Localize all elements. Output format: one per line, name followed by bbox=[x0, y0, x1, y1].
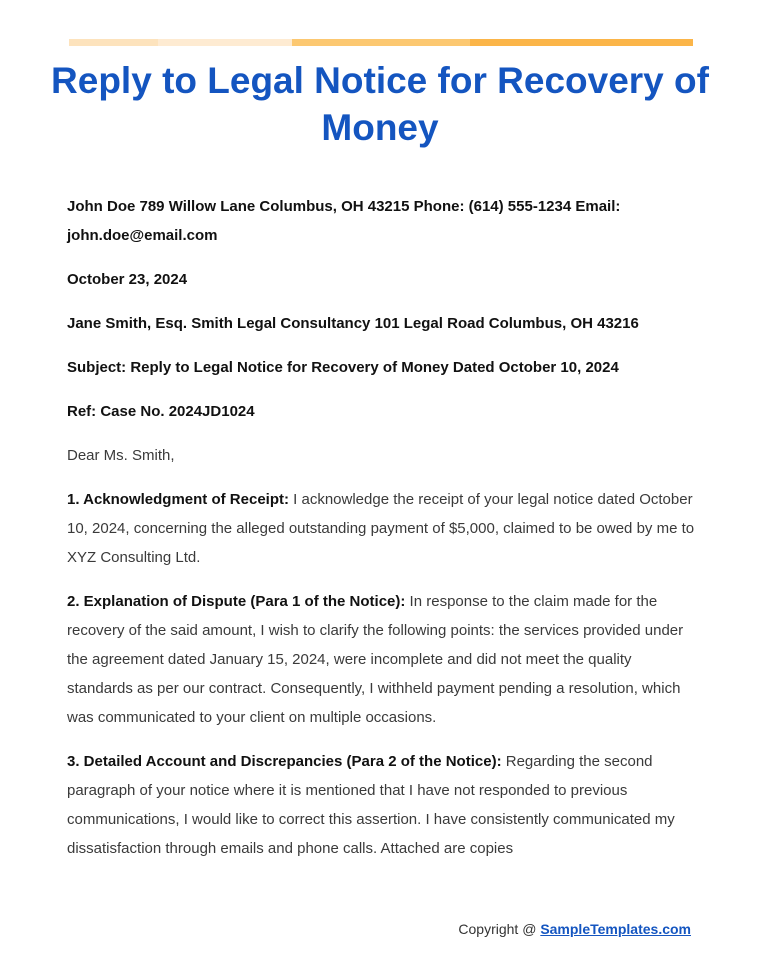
copyright-text: Copyright @ bbox=[458, 921, 541, 937]
recipient-block: Jane Smith, Esq. Smith Legal Consultancy 101 Legal Road Columbus, OH 43216 bbox=[67, 315, 639, 332]
document-title: Reply to Legal Notice for Recovery of Money bbox=[51, 60, 709, 148]
sampletemplates-link[interactable]: SampleTemplates.com bbox=[540, 921, 691, 937]
accent-bar-segment bbox=[158, 39, 292, 46]
paragraph-text: Regarding the second paragraph of your notice where it is mentioned that I have not responded to previous communications, I would like to correct this assertion. I have consistently communicated my dissatisfaction through emails and phone calls. Attached are copies bbox=[67, 753, 675, 857]
paragraph-acknowledgment bbox=[67, 485, 697, 572]
paragraph-text: In response to the claim made for the recovery of the said amount, I wish to clarify the following points: the services provided under the agreement dated January 15, 2024, were incomplete and did not meet the quality standards as per our contract. Consequently, I withheld payment pending a resolution, which was communicated to your client on multiple occasions. bbox=[67, 593, 684, 726]
paragraph-heading: 3. Detailed Account and Discrepancies (Para 2 of the Notice): bbox=[67, 753, 502, 770]
paragraph-discrepancies bbox=[67, 747, 697, 863]
paragraph-heading: 2. Explanation of Dispute (Para 1 of the Notice): bbox=[67, 593, 406, 610]
paragraph-dispute bbox=[67, 587, 697, 732]
sender-block: John Doe 789 Willow Lane Columbus, OH 43215 Phone: (614) 555-1234 Email: john.doe@email.com bbox=[67, 198, 621, 244]
letter-subject: Subject: Reply to Legal Notice for Recovery of Money Dated October 10, 2024 bbox=[67, 359, 619, 376]
accent-bar-segment bbox=[69, 39, 158, 46]
paragraph-text: I acknowledge the receipt of your legal notice dated October 10, 2024, concerning the alleged outstanding payment of $5,000, claimed to be owed by me to XYZ Consulting Ltd. bbox=[67, 491, 695, 566]
copyright-footer bbox=[458, 921, 691, 937]
accent-bar-segment bbox=[292, 39, 470, 46]
decorative-accent-bar bbox=[69, 39, 693, 46]
accent-bar-segment bbox=[470, 39, 693, 46]
salutation: Dear Ms. Smith, bbox=[67, 447, 175, 464]
case-reference: Ref: Case No. 2024JD1024 bbox=[67, 403, 255, 420]
letter-date: October 23, 2024 bbox=[67, 271, 188, 288]
letter-body bbox=[67, 192, 697, 878]
paragraph-heading: 1. Acknowledgment of Receipt: bbox=[67, 491, 289, 508]
